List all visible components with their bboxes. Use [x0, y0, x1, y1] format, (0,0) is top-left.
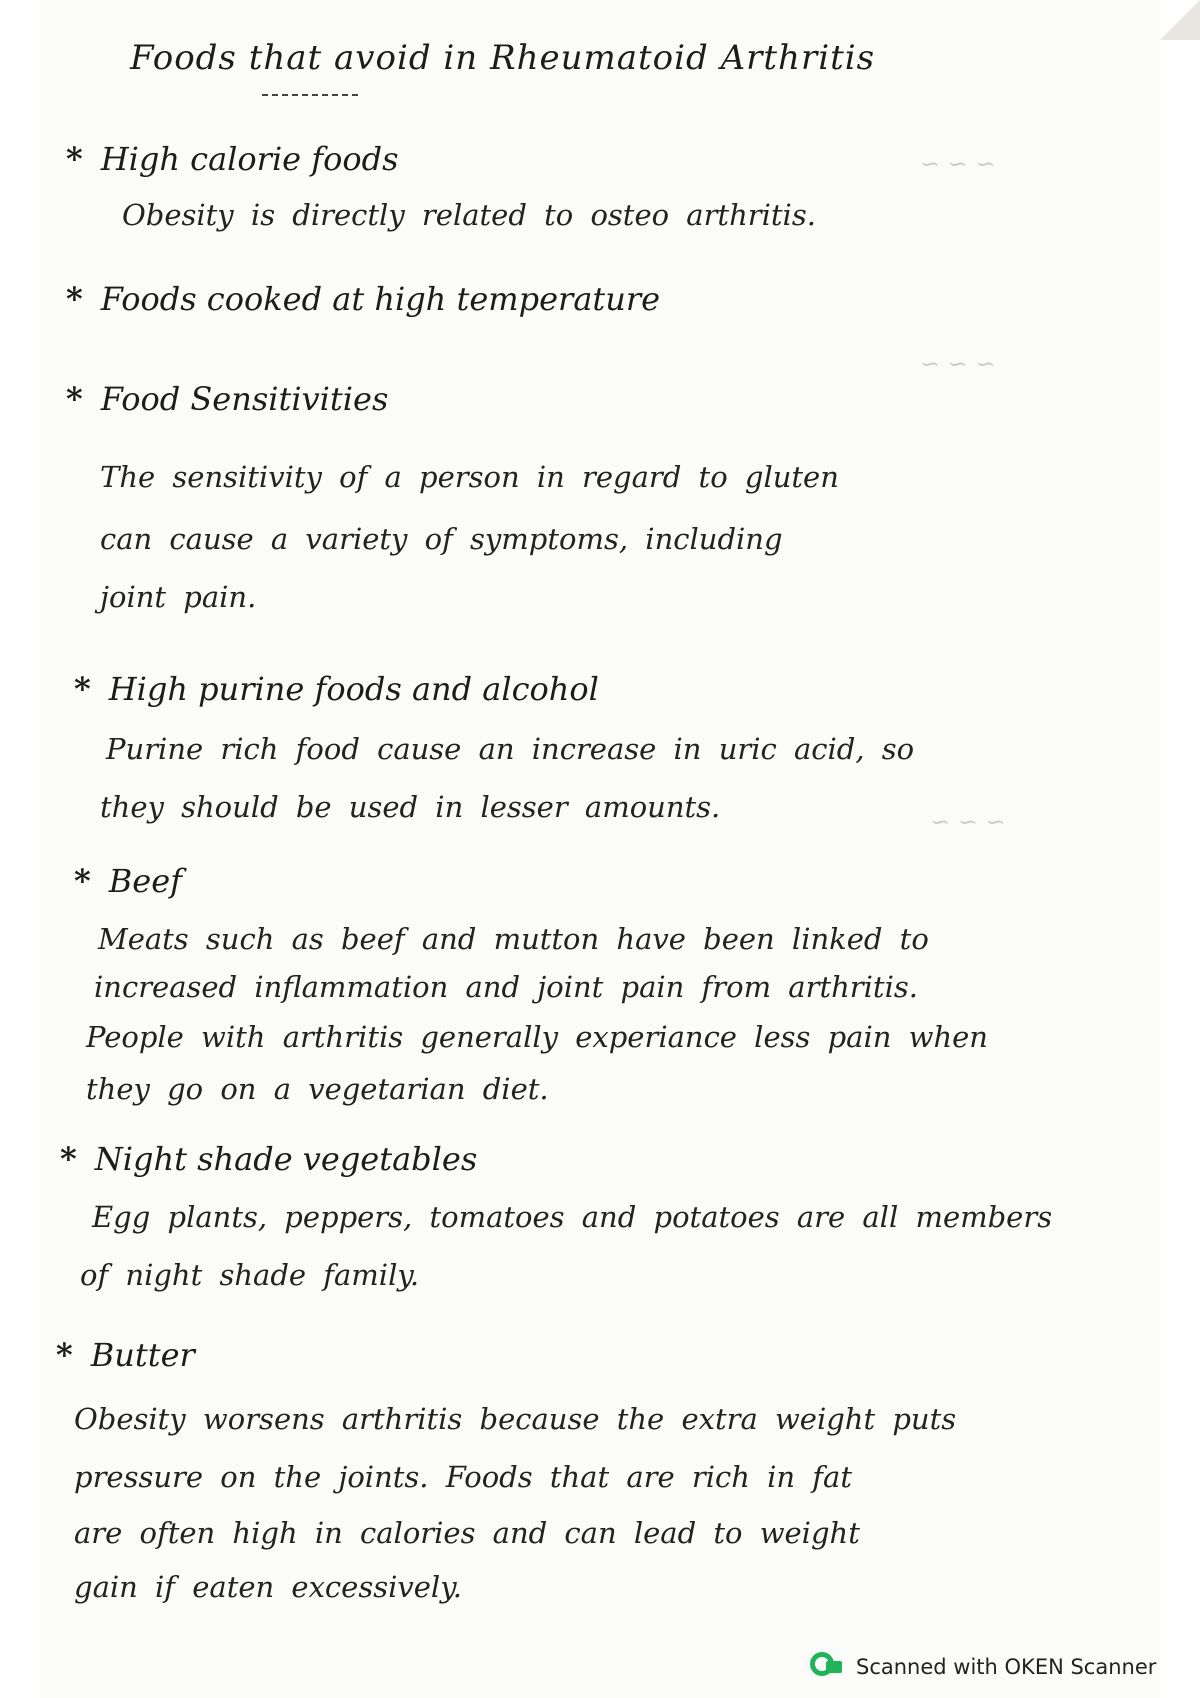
body-line: of night shade family. — [80, 1258, 420, 1292]
body-line: they go on a vegetarian diet. — [86, 1072, 549, 1106]
body-line: can cause a variety of symptoms, including — [100, 522, 783, 556]
body-line: pressure on the joints. Foods that are rich in fat — [74, 1460, 852, 1494]
bleed-through-mark: ~ ~ ~ — [930, 808, 1006, 836]
page-title: Foods that avoid in Rheumatoid Arthritis — [130, 38, 876, 78]
scanner-watermark-label: Scanned with OKEN Scanner — [856, 1655, 1157, 1679]
scanner-watermark — [808, 1650, 1156, 1684]
body-line: The sensitivity of a person in regard to gluten — [100, 460, 839, 494]
body-line: are often high in calories and can lead to weight — [74, 1516, 860, 1550]
body-line: Egg plants, peppers, tomatoes and potatoes are all members — [92, 1200, 1053, 1234]
body-line: they should be used in lesser amounts. — [100, 790, 721, 824]
body-line: gain if eaten excessively. — [74, 1570, 462, 1604]
body-line: People with arthritis generally experiance less pain when — [86, 1020, 988, 1054]
body-line: Purine rich food cause an increase in uric acid, so — [106, 732, 915, 766]
section-heading-food-sensitivities: * Food Sensitivities — [66, 380, 389, 418]
bullet-star-icon: * — [74, 862, 91, 900]
bullet-star-icon: * — [56, 1336, 73, 1374]
bullet-star-icon: * — [66, 140, 83, 178]
section-heading-cooked-high-temp: * Foods cooked at high temperature — [66, 280, 661, 318]
body-line: Obesity worsens arthritis because the extra weight puts — [74, 1402, 957, 1436]
scanned-page — [40, 0, 1160, 1698]
bleed-through-mark: ~ ~ ~ — [920, 350, 996, 378]
section-heading-beef: * Beef — [74, 862, 182, 900]
section-heading-high-purine: * High purine foods and alcohol — [74, 670, 599, 708]
body-line: increased inflammation and joint pain from arthritis. — [94, 970, 918, 1004]
title-underline — [262, 94, 358, 96]
oken-scanner-logo-icon — [808, 1650, 842, 1684]
bullet-star-icon: * — [60, 1140, 77, 1178]
body-line: Meats such as beef and mutton have been linked to — [98, 922, 929, 956]
body-line: joint pain. — [100, 580, 257, 614]
bleed-through-mark: ~ ~ ~ — [920, 150, 996, 178]
section-heading-butter: * Butter — [56, 1336, 195, 1374]
section-heading-night-shade: * Night shade vegetables — [60, 1140, 478, 1178]
body-line: Obesity is directly related to osteo arthritis. — [122, 198, 816, 232]
section-heading-high-calorie: * High calorie foods — [66, 140, 399, 178]
bullet-star-icon: * — [66, 280, 83, 318]
bullet-star-icon: * — [66, 380, 83, 418]
bullet-star-icon: * — [74, 670, 91, 708]
